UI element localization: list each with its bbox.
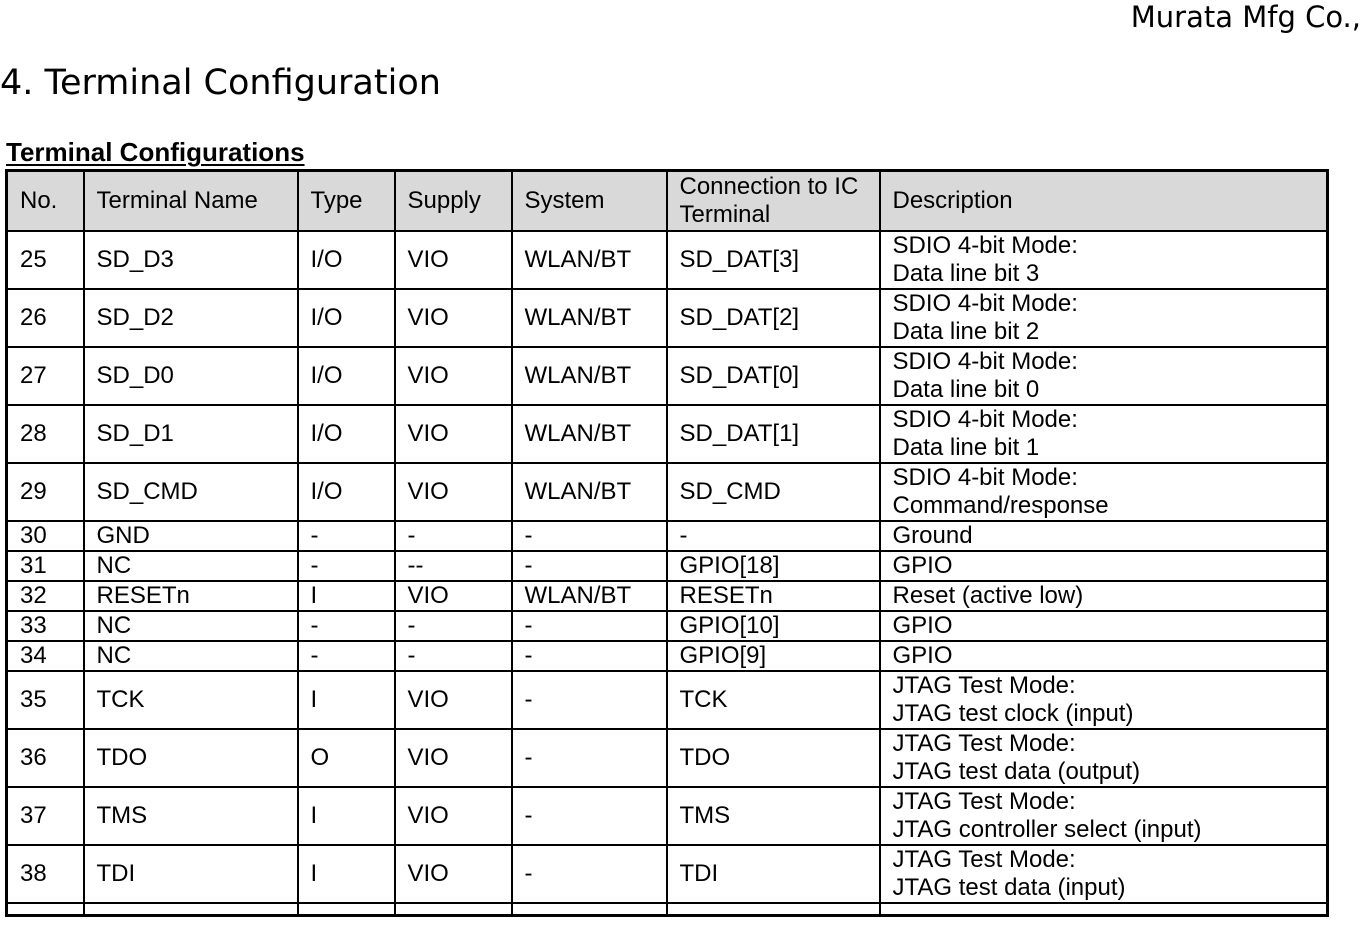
cell-no: 36 bbox=[7, 729, 84, 787]
cell-no: 30 bbox=[7, 521, 84, 551]
table-heading: Terminal Configurations bbox=[6, 137, 305, 167]
table-row bbox=[7, 463, 1328, 521]
description-line: Data line bit 0 bbox=[892, 376, 1040, 403]
cell-terminal-name: RESETn bbox=[84, 581, 298, 611]
cell-description bbox=[880, 611, 1328, 641]
cell-empty bbox=[880, 903, 1328, 916]
cell-description bbox=[880, 671, 1328, 729]
cell-connection: TDO bbox=[667, 729, 880, 787]
table-row bbox=[7, 231, 1328, 289]
cell-description bbox=[880, 347, 1328, 405]
description-line: Data line bit 1 bbox=[892, 434, 1040, 461]
cell-type: I bbox=[298, 581, 395, 611]
table-row bbox=[7, 671, 1328, 729]
cell-supply: VIO bbox=[395, 347, 512, 405]
column-header-terminal-name: Terminal Name bbox=[84, 171, 298, 232]
cell-system: - bbox=[512, 845, 667, 903]
cell-terminal-name: SD_D0 bbox=[84, 347, 298, 405]
cell-description bbox=[880, 729, 1328, 787]
description-line: SDIO 4-bit Mode: bbox=[892, 232, 1078, 259]
cell-no: 28 bbox=[7, 405, 84, 463]
description-line: JTAG Test Mode: bbox=[892, 672, 1076, 699]
cell-no: 27 bbox=[7, 347, 84, 405]
description-line: Reset (active low) bbox=[892, 582, 1084, 609]
cell-empty bbox=[298, 903, 395, 916]
cell-system: WLAN/BT bbox=[512, 405, 667, 463]
table-row bbox=[7, 521, 1328, 551]
column-header-connection-line: Connection to IC bbox=[679, 173, 859, 200]
cell-no: 31 bbox=[7, 551, 84, 581]
cell-connection: TDI bbox=[667, 845, 880, 903]
cell-type: - bbox=[298, 551, 395, 581]
description-line: GPIO bbox=[892, 552, 953, 579]
cell-system: - bbox=[512, 641, 667, 671]
cell-system: WLAN/BT bbox=[512, 463, 667, 521]
cell-terminal-name: TCK bbox=[84, 671, 298, 729]
cell-supply: VIO bbox=[395, 289, 512, 347]
cell-supply: - bbox=[395, 521, 512, 551]
column-header-supply: Supply bbox=[395, 171, 512, 232]
cell-connection: SD_DAT[3] bbox=[667, 231, 880, 289]
cell-supply: - bbox=[395, 611, 512, 641]
cell-no: 37 bbox=[7, 787, 84, 845]
cell-type: I/O bbox=[298, 463, 395, 521]
cell-connection: GPIO[10] bbox=[667, 611, 880, 641]
cell-type: I bbox=[298, 787, 395, 845]
cell-connection: GPIO[18] bbox=[667, 551, 880, 581]
description-line: SDIO 4-bit Mode: bbox=[892, 290, 1078, 317]
terminal-configuration-table bbox=[5, 169, 1329, 917]
cell-type: I/O bbox=[298, 347, 395, 405]
cell-connection: RESETn bbox=[667, 581, 880, 611]
cell-type: I bbox=[298, 845, 395, 903]
cell-empty bbox=[512, 903, 667, 916]
cell-type: - bbox=[298, 611, 395, 641]
column-header-system: System bbox=[512, 171, 667, 232]
cell-terminal-name: TMS bbox=[84, 787, 298, 845]
description-line: SDIO 4-bit Mode: bbox=[892, 406, 1078, 433]
cell-supply: VIO bbox=[395, 729, 512, 787]
table-row bbox=[7, 289, 1328, 347]
cell-empty bbox=[7, 903, 84, 916]
description-line: Data line bit 2 bbox=[892, 318, 1040, 345]
cell-no: 25 bbox=[7, 231, 84, 289]
cell-no: 35 bbox=[7, 671, 84, 729]
description-line: SDIO 4-bit Mode: bbox=[892, 348, 1078, 375]
table-row bbox=[7, 347, 1328, 405]
cell-no: 29 bbox=[7, 463, 84, 521]
cell-description bbox=[880, 463, 1328, 521]
cell-supply: VIO bbox=[395, 405, 512, 463]
cell-connection: SD_DAT[1] bbox=[667, 405, 880, 463]
column-header-no: No. bbox=[7, 171, 84, 232]
cell-system: - bbox=[512, 611, 667, 641]
description-line: JTAG test data (input) bbox=[892, 874, 1126, 901]
cell-type: I bbox=[298, 671, 395, 729]
description-line: GPIO bbox=[892, 642, 953, 669]
cell-system: - bbox=[512, 729, 667, 787]
cell-empty bbox=[667, 903, 880, 916]
cell-type: I/O bbox=[298, 231, 395, 289]
section-title: 4. Terminal Configuration bbox=[0, 63, 441, 103]
cell-system: - bbox=[512, 671, 667, 729]
cell-connection: SD_CMD bbox=[667, 463, 880, 521]
table-row bbox=[7, 611, 1328, 641]
table-row-continued bbox=[7, 903, 1328, 916]
table-header-row bbox=[7, 171, 1328, 232]
cell-system: WLAN/BT bbox=[512, 581, 667, 611]
description-line: JTAG test clock (input) bbox=[892, 700, 1134, 727]
cell-connection: - bbox=[667, 521, 880, 551]
description-line: Command/response bbox=[892, 492, 1109, 519]
description-line: JTAG Test Mode: bbox=[892, 846, 1076, 873]
cell-description bbox=[880, 289, 1328, 347]
cell-description bbox=[880, 581, 1328, 611]
cell-connection: TMS bbox=[667, 787, 880, 845]
company-name: Murata Mfg Co., bbox=[1130, 0, 1361, 34]
column-header-connection bbox=[667, 171, 880, 232]
cell-no: 32 bbox=[7, 581, 84, 611]
cell-description bbox=[880, 521, 1328, 551]
cell-connection: TCK bbox=[667, 671, 880, 729]
cell-system: WLAN/BT bbox=[512, 231, 667, 289]
table-row bbox=[7, 641, 1328, 671]
cell-type: O bbox=[298, 729, 395, 787]
table-body bbox=[7, 231, 1328, 916]
cell-system: - bbox=[512, 551, 667, 581]
cell-terminal-name: NC bbox=[84, 551, 298, 581]
cell-empty bbox=[395, 903, 512, 916]
cell-terminal-name: NC bbox=[84, 611, 298, 641]
table-row bbox=[7, 581, 1328, 611]
description-line: JTAG controller select (input) bbox=[892, 816, 1202, 843]
cell-supply: VIO bbox=[395, 463, 512, 521]
cell-terminal-name: GND bbox=[84, 521, 298, 551]
cell-system: WLAN/BT bbox=[512, 347, 667, 405]
cell-supply: VIO bbox=[395, 845, 512, 903]
cell-supply: -- bbox=[395, 551, 512, 581]
cell-system: - bbox=[512, 787, 667, 845]
cell-system: - bbox=[512, 521, 667, 551]
table-row bbox=[7, 729, 1328, 787]
cell-connection: GPIO[9] bbox=[667, 641, 880, 671]
column-header-connection-line: Terminal bbox=[679, 201, 771, 228]
cell-description bbox=[880, 231, 1328, 289]
cell-type: - bbox=[298, 641, 395, 671]
cell-supply: VIO bbox=[395, 787, 512, 845]
cell-empty bbox=[84, 903, 298, 916]
cell-terminal-name: TDI bbox=[84, 845, 298, 903]
cell-supply: VIO bbox=[395, 581, 512, 611]
description-line: JTAG Test Mode: bbox=[892, 730, 1076, 757]
description-line: SDIO 4-bit Mode: bbox=[892, 464, 1078, 491]
description-line: JTAG test data (output) bbox=[892, 758, 1141, 785]
cell-type: I/O bbox=[298, 405, 395, 463]
cell-no: 38 bbox=[7, 845, 84, 903]
cell-connection: SD_DAT[0] bbox=[667, 347, 880, 405]
cell-connection: SD_DAT[2] bbox=[667, 289, 880, 347]
table-row bbox=[7, 845, 1328, 903]
cell-system: WLAN/BT bbox=[512, 289, 667, 347]
cell-terminal-name: SD_D3 bbox=[84, 231, 298, 289]
cell-description bbox=[880, 641, 1328, 671]
cell-no: 26 bbox=[7, 289, 84, 347]
cell-supply: - bbox=[395, 641, 512, 671]
cell-terminal-name: SD_D2 bbox=[84, 289, 298, 347]
table-row bbox=[7, 405, 1328, 463]
column-header-description: Description bbox=[880, 171, 1328, 232]
description-line: Data line bit 3 bbox=[892, 260, 1040, 287]
cell-terminal-name: SD_CMD bbox=[84, 463, 298, 521]
cell-type: I/O bbox=[298, 289, 395, 347]
cell-supply: VIO bbox=[395, 671, 512, 729]
cell-terminal-name: TDO bbox=[84, 729, 298, 787]
cell-supply: VIO bbox=[395, 231, 512, 289]
cell-terminal-name: NC bbox=[84, 641, 298, 671]
column-header-type: Type bbox=[298, 171, 395, 232]
table-row bbox=[7, 551, 1328, 581]
cell-terminal-name: SD_D1 bbox=[84, 405, 298, 463]
cell-no: 33 bbox=[7, 611, 84, 641]
cell-description bbox=[880, 787, 1328, 845]
cell-description bbox=[880, 405, 1328, 463]
cell-type: - bbox=[298, 521, 395, 551]
cell-description bbox=[880, 551, 1328, 581]
description-line: Ground bbox=[892, 522, 973, 549]
table-row bbox=[7, 787, 1328, 845]
description-line: JTAG Test Mode: bbox=[892, 788, 1076, 815]
description-line: GPIO bbox=[892, 612, 953, 639]
cell-no: 34 bbox=[7, 641, 84, 671]
cell-description bbox=[880, 845, 1328, 903]
